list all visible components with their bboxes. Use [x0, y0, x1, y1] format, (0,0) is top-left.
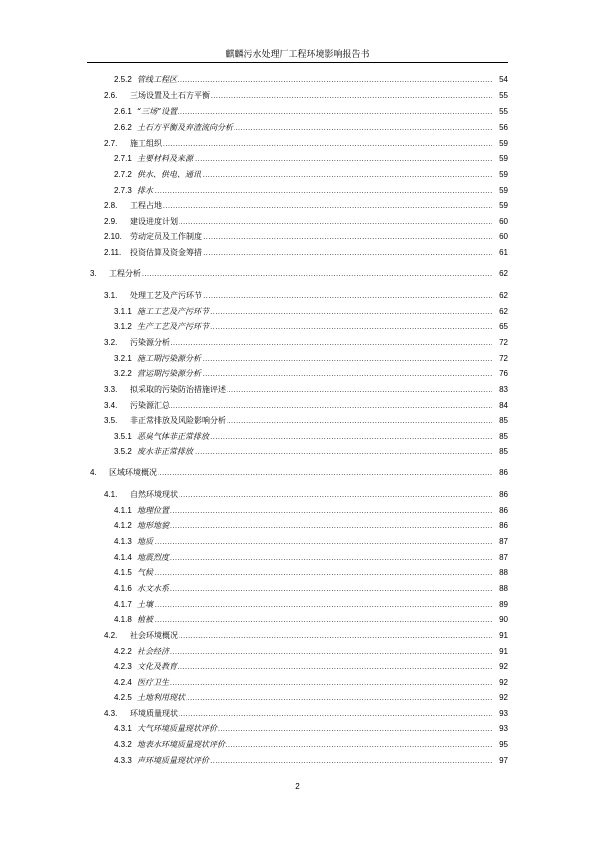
toc-entry-number: 3.5. — [104, 416, 118, 425]
toc-dot-leader — [109, 467, 492, 479]
toc-entry-title: 地理位置 — [137, 506, 169, 515]
toc-entry-number: 3.1.2 — [114, 322, 132, 331]
page-number: 2 — [295, 782, 300, 791]
toc-entry-number: 4.1.1 — [114, 506, 132, 515]
toc-entry[interactable] — [0, 755, 595, 767]
toc-entry-page: 87 — [492, 536, 508, 548]
toc-entry[interactable] — [0, 614, 595, 626]
toc-entry[interactable] — [0, 122, 595, 134]
toc-entry-title: 大气环境质量现状评价 — [137, 724, 217, 733]
toc-entry-number: 2.7.3 — [114, 186, 132, 195]
toc-entry-number: 4.1.8 — [114, 615, 132, 624]
toc-entry-number: 3.3. — [104, 385, 118, 394]
toc-dot-leader — [137, 185, 492, 197]
toc-entry[interactable] — [0, 268, 595, 280]
toc-entry-title: 建设进度计划 — [130, 217, 178, 226]
toc-entry[interactable] — [0, 321, 595, 333]
toc-entry-title: 社会经济 — [137, 647, 169, 656]
toc-entry-page: 86 — [492, 467, 508, 479]
toc-entry-title: 主要材料及来源 — [137, 154, 193, 163]
toc-entry-number: 3.5.2 — [114, 447, 132, 456]
toc-entry-number: 4. — [90, 468, 97, 477]
toc-entry-page: 89 — [492, 599, 508, 611]
toc-entry[interactable] — [0, 90, 595, 102]
toc-entry-number: 2.11. — [104, 248, 122, 257]
toc-entry[interactable] — [0, 306, 595, 318]
toc-entry-page: 97 — [492, 755, 508, 767]
toc-dot-leader — [137, 505, 492, 517]
toc-entry-title: “三场”设置 — [137, 107, 178, 116]
toc-entry-page: 72 — [492, 337, 508, 349]
toc-entry-number: 2.10. — [104, 232, 122, 241]
toc-entry-title: 地表水环境质量现状评价 — [137, 740, 225, 749]
toc-entry-page: 83 — [492, 384, 508, 396]
toc-entry-number: 4.3.3 — [114, 756, 132, 765]
toc-entry[interactable] — [0, 583, 595, 595]
toc-entry-page: 92 — [492, 661, 508, 673]
toc-entry-number: 4.1.5 — [114, 568, 132, 577]
toc-entry-page: 59 — [492, 185, 508, 197]
toc-entry-title: 营运期污染源分析 — [137, 369, 201, 378]
toc-entry-number: 4.2.5 — [114, 693, 132, 702]
toc-entry-number: 4.1. — [104, 490, 118, 499]
toc-entry-page: 85 — [492, 431, 508, 443]
toc-entry-title: 投资估算及资金筹措 — [130, 248, 202, 257]
toc-dot-leader — [130, 337, 492, 349]
toc-entry-page: 86 — [492, 489, 508, 501]
toc-entry-page: 91 — [492, 630, 508, 642]
toc-entry-title: 工程占地 — [130, 201, 162, 210]
toc-entry-number: 4.2.2 — [114, 647, 132, 656]
toc-entry-title: 排水 — [137, 186, 153, 195]
toc-entry-title: 非正常排放及风险影响分析 — [130, 416, 226, 425]
toc-entry-title: 生产工艺及产污环节 — [137, 322, 209, 331]
toc-entry-page: 59 — [492, 200, 508, 212]
toc-entry-page: 55 — [492, 106, 508, 118]
toc-entry-page: 95 — [492, 739, 508, 751]
toc-entry[interactable] — [0, 106, 595, 118]
toc-entry-number: 4.1.7 — [114, 600, 132, 609]
toc-dot-leader — [137, 106, 492, 118]
toc-entry[interactable] — [0, 200, 595, 212]
toc-entry[interactable] — [0, 431, 595, 443]
toc-dot-leader — [137, 614, 492, 626]
toc-entry-page: 54 — [492, 74, 508, 86]
toc-entry[interactable] — [0, 247, 595, 259]
toc-entry-title: 污染源汇总 — [130, 401, 170, 410]
toc-entry-title: 地质 — [137, 537, 153, 546]
toc-dot-leader — [130, 400, 492, 412]
toc-entry[interactable] — [0, 138, 595, 150]
toc-entry-page: 84 — [492, 400, 508, 412]
toc-dot-leader — [137, 536, 492, 548]
toc-entry[interactable] — [0, 599, 595, 611]
toc-entry-page: 56 — [492, 122, 508, 134]
toc-dot-leader — [137, 520, 492, 532]
toc-entry[interactable] — [0, 290, 595, 302]
toc-entry-number: 2.7.2 — [114, 170, 132, 179]
toc-entry-number: 2.6.1 — [114, 107, 132, 116]
toc-entry[interactable] — [0, 337, 595, 349]
toc-entry-page: 85 — [492, 415, 508, 427]
toc-entry-number: 2.6. — [104, 91, 118, 100]
toc-entry-number: 4.2. — [104, 631, 118, 640]
toc-entry[interactable] — [0, 677, 595, 689]
toc-entry-number: 4.1.3 — [114, 537, 132, 546]
toc-entry-page: 85 — [492, 446, 508, 458]
toc-entry[interactable] — [0, 231, 595, 243]
toc-entry-title: 声环境质量现状评价 — [137, 756, 209, 765]
toc-entry[interactable] — [0, 446, 595, 458]
toc-entry[interactable] — [0, 353, 595, 365]
toc-entry-page: 60 — [492, 216, 508, 228]
toc-entry[interactable] — [0, 169, 595, 181]
toc-entry-number: 4.2.4 — [114, 678, 132, 687]
toc-entry[interactable] — [0, 646, 595, 658]
toc-dot-leader — [137, 646, 492, 658]
toc-entry-number: 4.1.4 — [114, 553, 132, 562]
toc-dot-leader — [130, 138, 492, 150]
toc-entry-page: 87 — [492, 552, 508, 564]
toc-entry-page: 92 — [492, 692, 508, 704]
toc-entry-number: 4.3.1 — [114, 724, 132, 733]
toc-dot-leader — [109, 268, 492, 280]
toc-entry-title: 拟采取的污染防治措施评述 — [130, 385, 226, 394]
toc-dot-leader — [137, 74, 492, 86]
toc-dot-leader — [130, 630, 492, 642]
toc-entry-title: 区域环境概况 — [109, 468, 157, 477]
toc-entry-page: 62 — [492, 306, 508, 318]
toc-entry-page: 88 — [492, 583, 508, 595]
page-header-title: 麒麟污水处理厂工程环境影响报告书 — [225, 50, 370, 60]
toc-entry-title: 施工期污染源分析 — [137, 354, 201, 363]
toc-entry-page: 86 — [492, 505, 508, 517]
toc-entry-number: 3.2.2 — [114, 369, 132, 378]
toc-entry-page: 62 — [492, 268, 508, 280]
toc-entry-title: 三场设置及土石方平衡 — [130, 91, 210, 100]
toc-entry-page: 59 — [492, 169, 508, 181]
toc-entry-number: 4.1.2 — [114, 521, 132, 530]
toc-entry-number: 2.5.2 — [114, 75, 132, 84]
toc-entry[interactable] — [0, 185, 595, 197]
toc-entry-title: 劳动定员及工作制度 — [130, 232, 202, 241]
toc-dot-leader — [130, 200, 492, 212]
toc-entry-page: 55 — [492, 90, 508, 102]
toc-dot-leader — [137, 552, 492, 564]
toc-entry-title: 施工工艺及产污环节 — [137, 307, 209, 316]
toc-entry-title: 土石方平衡及弃渣流向分析 — [137, 123, 233, 132]
toc-entry-number: 4.3. — [104, 709, 118, 718]
toc-entry-number: 2.6.2 — [114, 123, 132, 132]
toc-entry-title: 地形地貌 — [137, 521, 169, 530]
toc-entry-title: 污染源分析 — [130, 338, 170, 347]
toc-dot-leader — [137, 599, 492, 611]
toc-entry-number: 2.8. — [104, 201, 118, 210]
toc-entry-title: 土壤 — [137, 600, 153, 609]
toc-entry[interactable] — [0, 723, 595, 735]
toc-entry-number: 2.9. — [104, 217, 118, 226]
toc-entry-number: 3.1.1 — [114, 307, 132, 316]
toc-entry-title: 地震烈度 — [137, 553, 169, 562]
toc-entry-title: 供水、供电、通讯 — [137, 170, 201, 179]
toc-entry-title: 社会环境概况 — [130, 631, 178, 640]
toc-entry-page: 88 — [492, 567, 508, 579]
toc-entry[interactable] — [0, 552, 595, 564]
toc-entry-number: 4.2.3 — [114, 662, 132, 671]
toc-entry-number: 2.7.1 — [114, 154, 132, 163]
toc-entry-page: 59 — [492, 138, 508, 150]
toc-entry[interactable] — [0, 692, 595, 704]
toc-dot-leader — [137, 692, 492, 704]
toc-entry[interactable] — [0, 630, 595, 642]
toc-entry-title: 水文水系 — [137, 584, 169, 593]
toc-entry-page: 91 — [492, 646, 508, 658]
toc-entry[interactable] — [0, 74, 595, 86]
toc-entry-page: 90 — [492, 614, 508, 626]
toc-entry[interactable] — [0, 467, 595, 479]
toc-entry-title: 施工组织 — [130, 139, 162, 148]
toc-entry-page: 72 — [492, 353, 508, 365]
toc-entry-title: 自然环境现状 — [130, 490, 178, 499]
toc-entry-number: 4.3.2 — [114, 740, 132, 749]
toc-dot-leader — [130, 708, 492, 720]
toc-dot-leader — [137, 661, 492, 673]
toc-entry-title: 管线工程区 — [137, 75, 177, 84]
toc-entry-title: 恶臭气体非正常排放 — [137, 432, 209, 441]
toc-dot-leader — [137, 677, 492, 689]
toc-entry-title: 植被 — [137, 615, 153, 624]
toc-entry-number: 3.2. — [104, 338, 118, 347]
toc-entry[interactable] — [0, 368, 595, 380]
toc-dot-leader — [130, 489, 492, 501]
toc-entry-title: 文化及教育 — [137, 662, 177, 671]
toc-entry-number: 3.2.1 — [114, 354, 132, 363]
toc-entry-page: 60 — [492, 231, 508, 243]
toc-entry-page: 92 — [492, 677, 508, 689]
toc-entry-title: 工程分析 — [109, 269, 141, 278]
toc-entry-page: 93 — [492, 708, 508, 720]
toc-dot-leader — [137, 583, 492, 595]
toc-entry[interactable] — [0, 536, 595, 548]
toc-entry-page: 61 — [492, 247, 508, 259]
toc-entry-page: 86 — [492, 520, 508, 532]
toc-entry[interactable] — [0, 567, 595, 579]
toc-entry[interactable] — [0, 505, 595, 517]
toc-entry[interactable] — [0, 384, 595, 396]
toc-entry-page: 76 — [492, 368, 508, 380]
toc-entry-number: 3.4. — [104, 401, 118, 410]
toc-dot-leader — [130, 216, 492, 228]
toc-entry-number: 3. — [90, 269, 97, 278]
toc-entry[interactable] — [0, 520, 595, 532]
toc-entry-page: 62 — [492, 290, 508, 302]
toc-entry-number: 3.1. — [104, 291, 118, 300]
toc-entry[interactable] — [0, 400, 595, 412]
toc-entry-title: 土地利用现状 — [137, 693, 185, 702]
toc-entry-number: 4.1.6 — [114, 584, 132, 593]
toc-entry[interactable] — [0, 216, 595, 228]
toc-entry[interactable] — [0, 489, 595, 501]
toc-entry-title: 废水非正常排放 — [137, 447, 193, 456]
toc-entry-title: 气候 — [137, 568, 153, 577]
toc-entry-number: 2.7. — [104, 139, 118, 148]
toc-entry-number: 3.5.1 — [114, 432, 132, 441]
toc-entry[interactable] — [0, 708, 595, 720]
toc-entry[interactable] — [0, 153, 595, 165]
toc-entry-page: 93 — [492, 723, 508, 735]
toc-entry-page: 65 — [492, 321, 508, 333]
toc-entry-title: 医疗卫生 — [137, 678, 169, 687]
toc-entry[interactable] — [0, 415, 595, 427]
toc-entry-page: 59 — [492, 153, 508, 165]
toc-entry[interactable] — [0, 661, 595, 673]
toc-entry-title: 环境质量现状 — [130, 709, 178, 718]
toc-dot-leader — [137, 567, 492, 579]
toc-entry-title: 处理工艺及产污环节 — [130, 291, 202, 300]
toc-entry[interactable] — [0, 739, 595, 751]
